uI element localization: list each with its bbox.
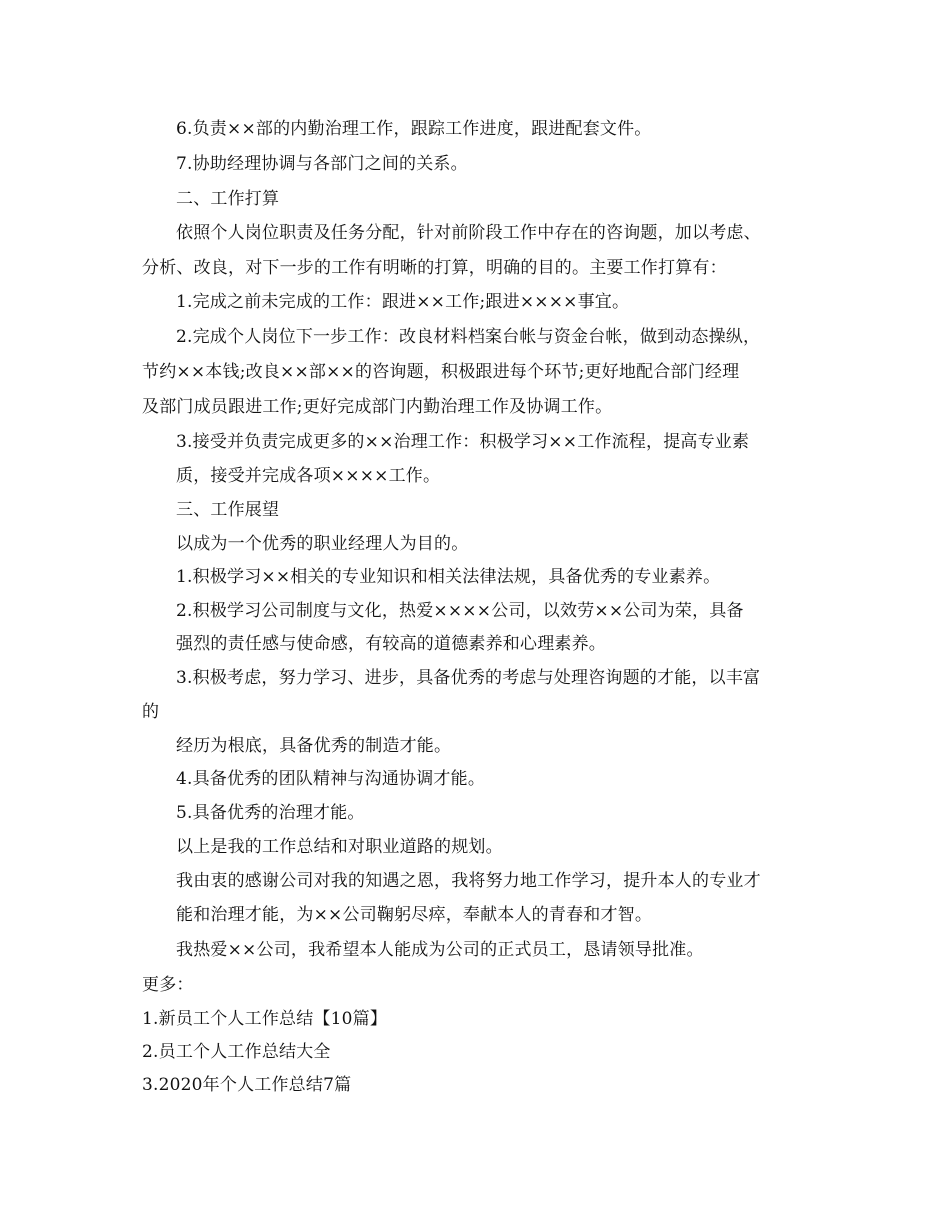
text-line: 经历为根底，具备优秀的制造才能。	[176, 736, 452, 756]
text-line: 2.积极学习公司制度与文化，热爱××××公司，以效劳××公司为荣，具备	[176, 601, 744, 621]
text-line: 及部门成员跟进工作;更好完成部门内勤治理工作及协调工作。	[142, 397, 613, 417]
text-line: 以上是我的工作总结和对职业道路的规划。	[176, 837, 503, 857]
text-line: 能和治理才能，为××公司鞠躬尽瘁，奉献本人的青春和才智。	[176, 905, 653, 925]
more-link[interactable]: 3.2020年个人工作总结7篇	[142, 1075, 352, 1095]
more-label: 更多：	[142, 975, 194, 995]
section-heading: 二、工作打算	[176, 189, 280, 209]
section-heading: 三、工作展望	[176, 500, 280, 520]
text-line: 2.完成个人岗位下一步工作：改良材料档案台帐与资金台帐，做到动态操纵，	[176, 327, 761, 347]
text-line: 3.积极考虑，努力学习、进步，具备优秀的考虑与处理咨询题的才能，以丰富	[176, 668, 761, 688]
more-link[interactable]: 1.新员工个人工作总结【10篇】	[142, 1009, 388, 1029]
text-line: 我热爱××公司，我希望本人能成为公司的正式员工，恳请领导批准。	[176, 940, 704, 960]
text-line: 4.具备优秀的团队精神与沟通协调才能。	[176, 769, 486, 789]
text-line: 强烈的责任感与使命感，有较高的道德素养和心理素养。	[176, 634, 606, 654]
text-line: 的	[142, 702, 160, 722]
text-line: 以成为一个优秀的职业经理人为目的。	[176, 534, 469, 554]
text-line: 1.完成之前未完成的工作：跟进××工作;跟进××××事宜。	[176, 292, 630, 312]
text-line: 7.协助经理协调与各部门之间的关系。	[176, 154, 468, 174]
text-line: 5.具备优秀的治理才能。	[176, 803, 365, 823]
text-line: 3.接受并负责完成更多的××治理工作：积极学习××工作流程，提高专业素	[176, 432, 750, 452]
text-line: 分析、改良，对下一步的工作有明晰的打算，明确的目的。主要工作打算有：	[142, 258, 727, 278]
more-link[interactable]: 2.员工个人工作总结大全	[142, 1042, 331, 1062]
text-line: 节约××本钱;改良××部××的咨询题，积极跟进每个环节;更好地配合部门经理	[142, 362, 740, 382]
text-line: 1.积极学习××相关的专业知识和相关法律法规，具备优秀的专业素养。	[176, 567, 721, 587]
text-line: 6.负责××部的内勤治理工作，跟踪工作进度，跟进配套文件。	[176, 119, 652, 139]
text-line: 我由衷的感谢公司对我的知遇之恩，我将努力地工作学习，提升本人的专业才	[176, 871, 761, 891]
text-line: 质，接受并完成各项××××工作。	[176, 466, 441, 486]
text-line: 依照个人岗位职责及任务分配，针对前阶段工作中存在的咨询题，加以考虑、	[176, 223, 761, 243]
